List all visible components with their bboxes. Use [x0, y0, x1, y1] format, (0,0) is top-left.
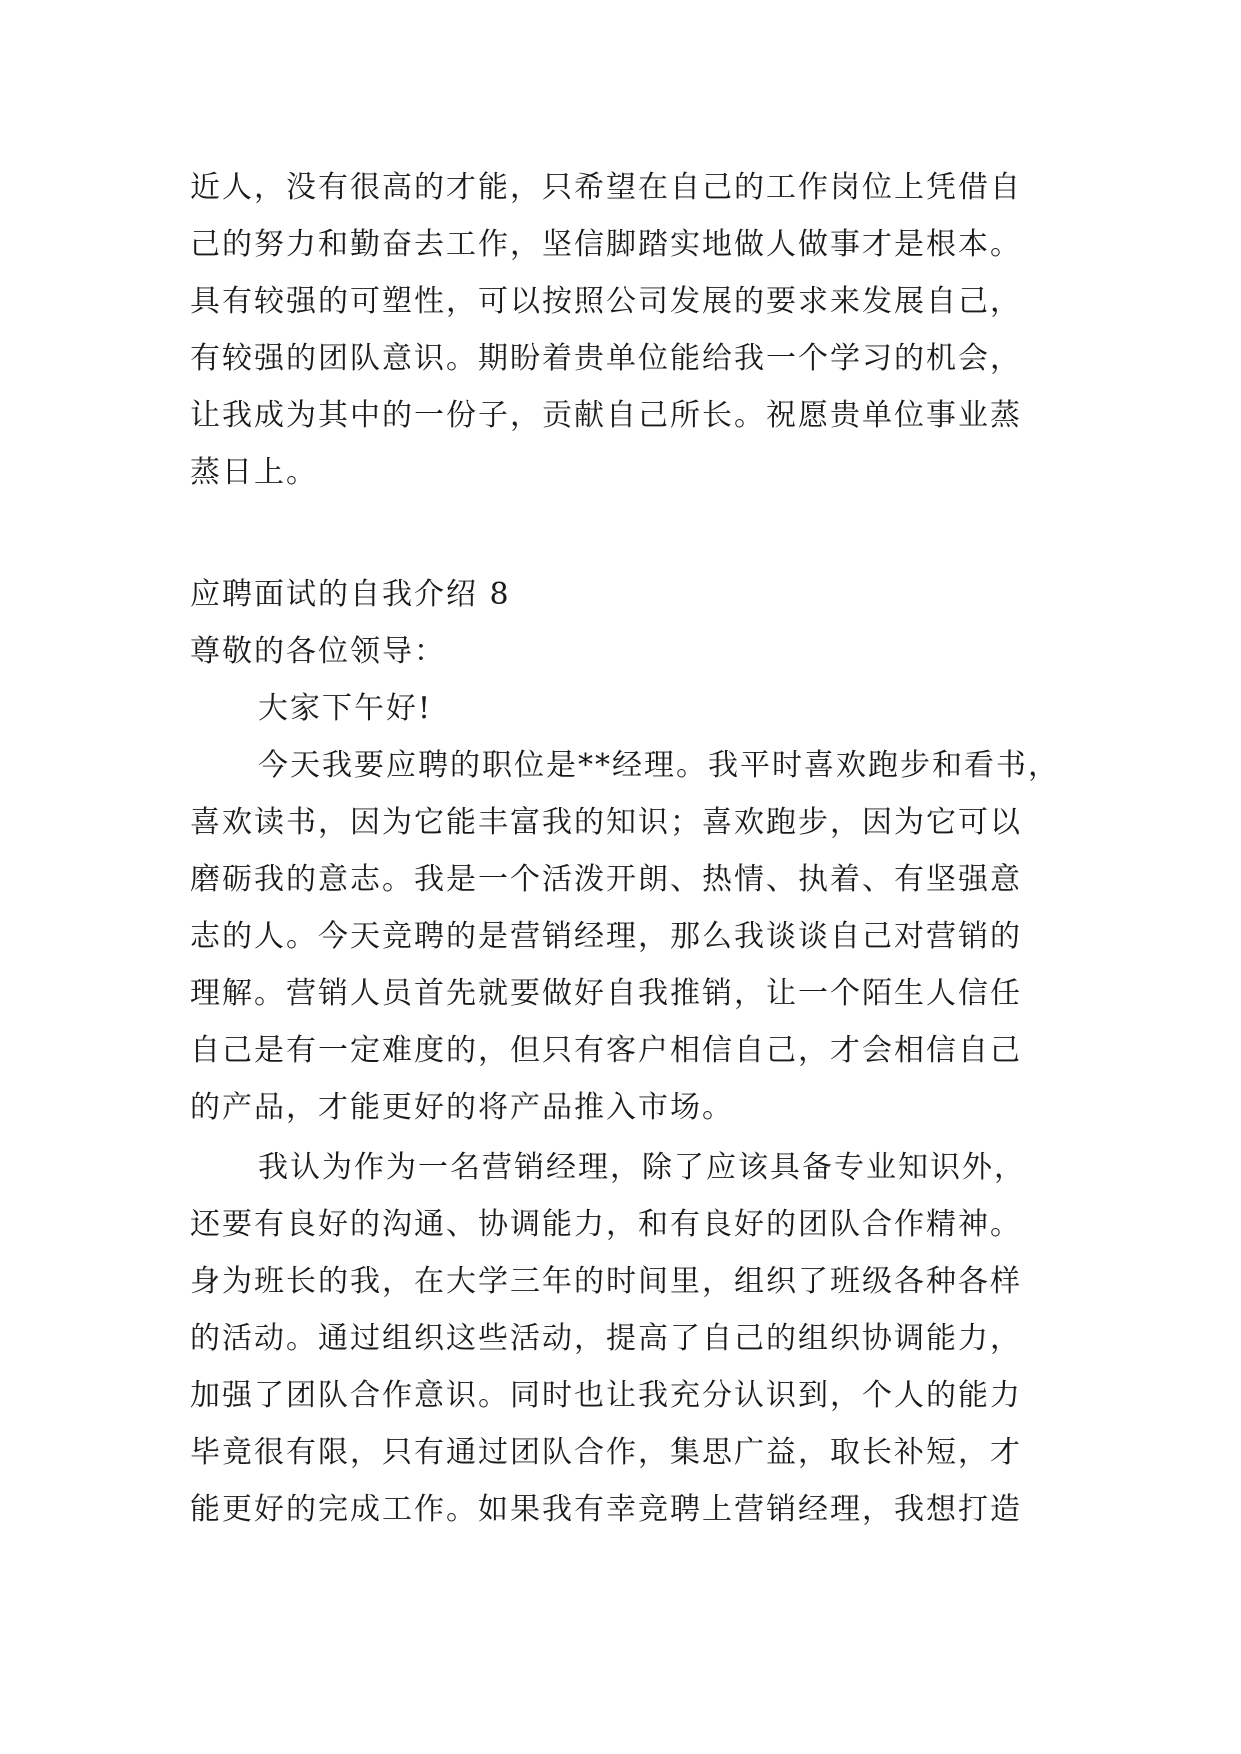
body-paragraph-1 [190, 680, 1070, 1136]
paragraph-line: 喜欢读书，因为它能丰富我的知识；喜欢跑步，因为它可以 [190, 805, 1022, 840]
paragraph-line: 能更好的完成工作。如果我有幸竞聘上营销经理，我想打造 [190, 1492, 1022, 1527]
paragraph-line: 具有较强的可塑性，可以按照公司发展的要求来发展自己， [190, 284, 1022, 319]
paragraph-line: 志的人。今天竞聘的是营销经理，那么我谈谈自己对营销的 [190, 919, 1022, 954]
paragraph-line: 的活动。通过组织这些活动，提高了自己的组织协调能力， [190, 1321, 1022, 1356]
paragraph-line: 身为班长的我，在大学三年的时间里，组织了班级各种各样 [190, 1264, 1022, 1299]
paragraph-line: 加强了团队合作意识。同时也让我充分认识到，个人的能力 [190, 1378, 1022, 1413]
paragraph-line: 己的努力和勤奋去工作，坚信脚踏实地做人做事才是根本。 [190, 227, 1022, 262]
salutation: 尊敬的各位领导： [190, 634, 446, 669]
paragraph-line: 磨砺我的意志。我是一个活泼开朗、热情、执着、有坚强意 [190, 862, 1022, 897]
paragraph-line: 的产品，才能更好的将产品推入市场。 [190, 1090, 734, 1125]
paragraph-line: 让我成为其中的一份子，贡献自己所长。祝愿贵单位事业蒸 [190, 398, 1022, 433]
section-title: 应聘面试的自我介绍 8 [190, 577, 511, 612]
paragraph-line: 理解。营销人员首先就要做好自我推销，让一个陌生人信任 [190, 976, 1022, 1011]
greeting: 大家下午好! [258, 691, 433, 726]
paragraph-line: 我认为作为一名营销经理，除了应该具备专业知识外， [258, 1150, 1026, 1185]
paragraph-line: 自己是有一定难度的，但只有客户相信自己，才会相信自己 [190, 1033, 1022, 1068]
paragraph-line: 今天我要应聘的职位是**经理。我平时喜欢跑步和看书， [258, 748, 1060, 783]
paragraph-line: 蒸日上。 [190, 455, 318, 490]
top-paragraph [190, 159, 1070, 501]
paragraph-line: 近人，没有很高的才能，只希望在自己的工作岗位上凭借自 [190, 170, 1022, 205]
paragraph-line: 还要有良好的沟通、协调能力，和有良好的团队合作精神。 [190, 1207, 1022, 1242]
paragraph-line: 有较强的团队意识。期盼着贵单位能给我一个学习的机会， [190, 341, 1022, 376]
body-paragraph-2 [190, 1139, 1070, 1538]
section-header [190, 566, 1070, 680]
paragraph-line: 毕竟很有限，只有通过团队合作，集思广益，取长补短，才 [190, 1435, 1022, 1470]
